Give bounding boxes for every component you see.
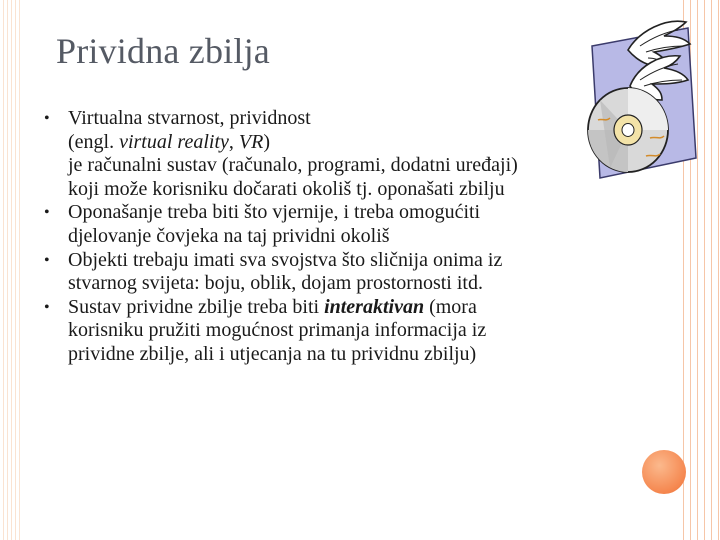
bullet-item	[44, 201, 634, 248]
bullet-marker: •	[44, 204, 50, 222]
bullet-line	[68, 131, 634, 155]
bullet-item	[44, 249, 634, 296]
bullet-item	[44, 107, 634, 201]
emphasized-term: interaktivan	[324, 295, 425, 318]
bullet-line: prividne zbilje, ali i utjecanja na tu prividnu zbilju)	[68, 342, 477, 365]
line-text: )	[263, 130, 270, 153]
slide-title: Prividna zbilja	[56, 31, 270, 71]
bullet-line: Virtualna stvarnost, prividnost	[68, 107, 311, 129]
bullet-item	[44, 296, 634, 367]
left-stripe-decoration	[0, 0, 22, 540]
bullet-line: Objekti trebaju imati sva svojstva što sličnija onima iz	[68, 248, 503, 271]
bullet-line: Oponašanje treba biti što vjernije, i treba omogućiti	[68, 201, 481, 224]
bullet-line: stvarnog svijeta: boju, oblik, dojam prostornosti itd.	[68, 272, 483, 295]
line-text: Sustav prividne zbilje treba biti	[68, 295, 325, 318]
bullet-marker: •	[44, 251, 50, 269]
line-text: (engl.	[68, 130, 120, 153]
orange-circle-decoration	[642, 450, 686, 494]
line-text: (mora	[424, 295, 477, 318]
bullet-list	[44, 107, 634, 367]
bullet-line: koji može korisniku dočarati okoliš tj. oponašati zbilju	[68, 177, 505, 200]
bullet-marker: •	[44, 298, 50, 316]
bullet-line: je računalni sustav (računalo, programi, dodatni uređaji)	[68, 154, 518, 177]
italic-term: virtual reality	[119, 130, 229, 153]
bullet-line: djelovanje čovjeka na taj prividni okoliš	[68, 224, 390, 247]
bullet-marker: •	[44, 110, 50, 127]
bullet-line: korisniku pružiti mogućnost primanja informacija iz	[68, 319, 487, 342]
line-text: ,	[228, 130, 239, 153]
bullet-line	[68, 296, 634, 320]
italic-term: VR	[238, 130, 264, 153]
